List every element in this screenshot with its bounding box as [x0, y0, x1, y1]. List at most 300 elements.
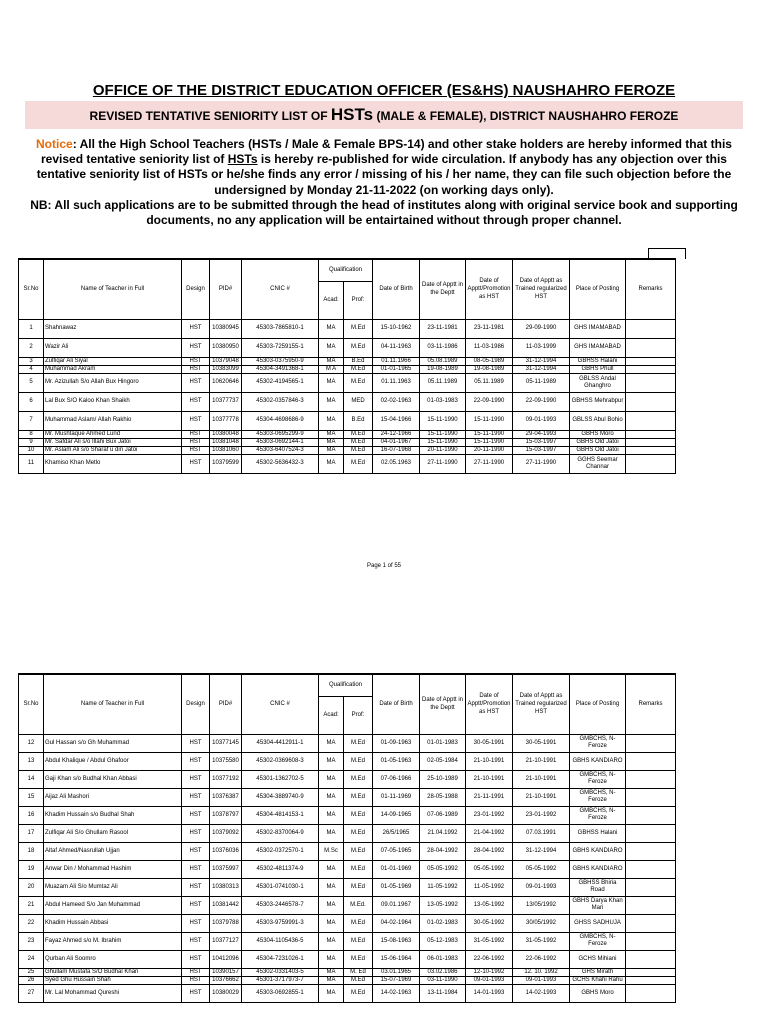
cell-cnic: 45304-3491368-1 [242, 365, 319, 373]
cell-dob: 07-05-1965 [373, 842, 420, 860]
cell-remarks [626, 446, 676, 454]
cell-pid: 10379599 [210, 454, 242, 473]
cell-deptt: 03-11-1990 [420, 976, 466, 984]
cell-promo: 31-05-1992 [466, 932, 513, 950]
cell-reg: 31-12-1994 [513, 357, 570, 365]
cell-reg: 09-01-1993 [513, 878, 570, 896]
cell-sr: 25 [19, 968, 44, 976]
cell-prof: M.Ed [344, 914, 373, 932]
cell-name: Syed Ghu Hussain Shah [44, 976, 182, 984]
cell-name: Shahnawaz [44, 319, 182, 338]
cell-prof: M.Ed [344, 950, 373, 968]
cell-name: Muazam Ali S/o Mumtaz Ali [44, 878, 182, 896]
cell-sr: 13 [19, 752, 44, 770]
cell-name: Ghullam Mustafa S/O Budhal Khan [44, 968, 182, 976]
cell-cnic: 45302-0331403-5 [242, 968, 319, 976]
cell-promo: 15-11-1990 [466, 438, 513, 446]
cell-remarks [626, 824, 676, 842]
cell-deptt: 23-11-1981 [420, 319, 466, 338]
cell-promo: 14-01-1993 [466, 984, 513, 1002]
cell-posting: GCHS Khahi Rahu [570, 976, 626, 984]
cell-sr: 12 [19, 734, 44, 752]
cell-prof: MED [344, 392, 373, 411]
cell-reg: 30-05-1991 [513, 734, 570, 752]
cell-sr: 21 [19, 896, 44, 914]
cell-pid: 10380313 [210, 878, 242, 896]
cell-cnic: 45303-0692855-1 [242, 984, 319, 1002]
cell-pid: 10377192 [210, 770, 242, 788]
cell-prof: M.Ed [344, 734, 373, 752]
table-row [19, 752, 676, 770]
table-row [19, 430, 676, 438]
cell-prof: M.Ed [344, 438, 373, 446]
cell-cnic: 45302-5636432-3 [242, 454, 319, 473]
cell-cnic: 45304-4412911-1 [242, 734, 319, 752]
cell-name: Khamiso Khan Metlo [44, 454, 182, 473]
cell-pid: 10377145 [210, 734, 242, 752]
header-remarks: Remarks [626, 674, 676, 734]
notice-text-2: is hereby re-published for wide circulation. If anybody has any objection over this tentative seniority list of HSTs or he/she finds any error / missing of his / her name, they can file such objection before the undersigned by Monday 21-11-2022 (on working days only). [36, 152, 732, 197]
cell-sr: 9 [19, 438, 44, 446]
table-row [19, 411, 676, 430]
header-pid: PID# [210, 674, 242, 734]
cell-sr: 6 [19, 392, 44, 411]
cell-promo: 21-10-1991 [466, 770, 513, 788]
table-row [19, 454, 676, 473]
cell-cnic: 45301-1362702-5 [242, 770, 319, 788]
cell-name: Gaji Khan s/o Budhal Khan Abbasi [44, 770, 182, 788]
cell-remarks [626, 734, 676, 752]
cell-posting: GBHS Old Jatoi [570, 438, 626, 446]
cell-reg: 27-11-1990 [513, 454, 570, 473]
notice-label: Notice [36, 137, 73, 151]
cell-remarks [626, 788, 676, 806]
cell-posting: GMBCHS, N-Feroze [570, 734, 626, 752]
cell-cnic: 45303-7865810-1 [242, 319, 319, 338]
table-row [19, 984, 676, 1002]
cell-promo: 22-09-1990 [466, 392, 513, 411]
cell-prof: M.Ed [344, 430, 373, 438]
cell-design: HST [182, 770, 210, 788]
header-remarks: Remarks [626, 259, 676, 319]
header-name: Name of Teacher in Full [44, 259, 182, 319]
cell-dob: 01.11.1963 [373, 373, 420, 392]
table-row [19, 365, 676, 373]
cell-promo: 05-05-1992 [466, 860, 513, 878]
cell-acad: M.Sc [319, 842, 344, 860]
cell-pid: 10375580 [210, 752, 242, 770]
table-row [19, 319, 676, 338]
cell-name: Zulfiqar Ali Siyal [44, 357, 182, 365]
cell-dob: 04-02-1964 [373, 914, 420, 932]
cell-cnic: 45304-3889740-9 [242, 788, 319, 806]
cell-name: Khadim Hussain Abbasi [44, 914, 182, 932]
cell-promo: 23-01-1992 [466, 806, 513, 824]
cell-sr: 14 [19, 770, 44, 788]
cell-deptt: 05.11.1989 [420, 373, 466, 392]
cell-promo: 22-06-1992 [466, 950, 513, 968]
cell-dob: 01-05-1963 [373, 752, 420, 770]
cell-pid: 10379788 [210, 914, 242, 932]
cell-acad: MA [319, 860, 344, 878]
header-design: Design [182, 674, 210, 734]
cell-design: HST [182, 806, 210, 824]
cell-posting: GBHSS Bhiria Road [570, 878, 626, 896]
cell-remarks [626, 878, 676, 896]
cell-prof: M.Ed [344, 932, 373, 950]
header-appt-reg: Date of Apptt as Trained regularized HST [513, 259, 570, 319]
cell-remarks [626, 411, 676, 430]
cell-name: Abdul Hameed S/o Jan Muhammad [44, 896, 182, 914]
header-pid: PID# [210, 259, 242, 319]
cell-acad: MA [319, 770, 344, 788]
cell-deptt: 19-08-1989 [420, 365, 466, 373]
cell-name: Mr. Azizullah S/o Allah Bux Hingoro [44, 373, 182, 392]
cell-dob: 01-01-1969 [373, 860, 420, 878]
cell-deptt: 13-11-1984 [420, 984, 466, 1002]
cell-dob: 02-02-1963 [373, 392, 420, 411]
cell-posting: GGHS Seemar Channar [570, 454, 626, 473]
cell-pid: 10377778 [210, 411, 242, 430]
cell-prof: M.Ed [344, 365, 373, 373]
cell-acad: MA [319, 357, 344, 365]
cell-remarks [626, 842, 676, 860]
cell-design: HST [182, 446, 210, 454]
notice-hsts: HSTs [227, 152, 258, 167]
cell-reg: 29-09-1990 [513, 319, 570, 338]
table-row [19, 357, 676, 365]
seniority-table-2 [18, 673, 676, 1003]
cell-pid: 10620646 [210, 373, 242, 392]
cell-promo: 15-11-1990 [466, 411, 513, 430]
list-banner [25, 101, 743, 129]
cell-reg: 21-10-1991 [513, 770, 570, 788]
cell-cnic: 45303-7259155-1 [242, 338, 319, 357]
cell-reg: 31-05-1992 [513, 932, 570, 950]
table-row [19, 373, 676, 392]
cell-dob: 07-06-1966 [373, 770, 420, 788]
cell-reg: 15-03-1997 [513, 438, 570, 446]
cell-pid: 10381048 [210, 438, 242, 446]
cell-pid: 10378797 [210, 806, 242, 824]
table-row [19, 824, 676, 842]
cell-reg: 22-06-1992 [513, 950, 570, 968]
cell-deptt: 20-11-1990 [420, 446, 466, 454]
header-cnic: CNIC # [242, 674, 319, 734]
cell-promo: 15-11-1990 [466, 430, 513, 438]
cell-prof: M.Ed [344, 770, 373, 788]
table-row [19, 968, 676, 976]
cell-cnic: 45304-7231026-1 [242, 950, 319, 968]
cell-dob: 04-11-1963 [373, 338, 420, 357]
cell-posting: GBHS Phull [570, 365, 626, 373]
cell-promo: 27-11-1990 [466, 454, 513, 473]
cell-cnic: 45302-0369608-3 [242, 752, 319, 770]
cell-reg: 21-10-1991 [513, 788, 570, 806]
cell-posting: GBHSS Mehrabpur [570, 392, 626, 411]
cell-promo: 05.11.1989 [466, 373, 513, 392]
cell-design: HST [182, 357, 210, 365]
cell-acad: MA [319, 914, 344, 932]
cell-design: HST [182, 392, 210, 411]
cell-prof: M.Ed [344, 752, 373, 770]
cell-remarks [626, 430, 676, 438]
table-row [19, 950, 676, 968]
cell-deptt: 05-12-1983 [420, 932, 466, 950]
cell-sr: 22 [19, 914, 44, 932]
cell-dob: 01.11.1966 [373, 357, 420, 365]
cell-design: HST [182, 788, 210, 806]
cell-acad: MA [319, 446, 344, 454]
cell-reg: 15-03-1997 [513, 446, 570, 454]
cell-dob: 26/5/1965 [373, 824, 420, 842]
cell-dob: 04-01-1967 [373, 438, 420, 446]
cell-deptt: 15-11-1990 [420, 438, 466, 446]
cell-prof: M.Ed [344, 454, 373, 473]
cell-dob: 16-07-1968 [373, 446, 420, 454]
cell-deptt: 11-05-1992 [420, 878, 466, 896]
cell-reg: 07.03.1991 [513, 824, 570, 842]
cell-name: Anwar Din / Mohammad Hashim [44, 860, 182, 878]
cell-acad: MA [319, 392, 344, 411]
cell-posting: GBHS KANDIARO [570, 842, 626, 860]
cell-design: HST [182, 842, 210, 860]
cell-promo: 30-05-1992 [466, 914, 513, 932]
cell-cnic: 45301-0741030-1 [242, 878, 319, 896]
cell-name: Mr. Aslam Ali s/o Sharaf u din Jatoi [44, 446, 182, 454]
cell-acad: MA [319, 338, 344, 357]
cell-deptt: 28-04-1992 [420, 842, 466, 860]
cell-name: Abdul Khalique / Abdul Ghafoor [44, 752, 182, 770]
cell-name: Lal Bux S/O Kaloo Khan Shaikh [44, 392, 182, 411]
table-row [19, 878, 676, 896]
cell-promo: 21-11-1991 [466, 788, 513, 806]
cell-reg: 11-03-1999 [513, 338, 570, 357]
cell-deptt: 15-11-1990 [420, 411, 466, 430]
cell-reg: 12. 10. 1992 [513, 968, 570, 976]
table-row [19, 770, 676, 788]
cell-cnic: 45302-8370064-9 [242, 824, 319, 842]
cell-acad: MA [319, 806, 344, 824]
cell-sr: 20 [19, 878, 44, 896]
cell-remarks [626, 950, 676, 968]
cell-acad: MA [319, 896, 344, 914]
header-design: Design [182, 259, 210, 319]
cell-dob: 15-06-1964 [373, 950, 420, 968]
cell-design: HST [182, 878, 210, 896]
cell-name: Muhammad Akram [44, 365, 182, 373]
cell-cnic: 45303-9759991-3 [242, 914, 319, 932]
cell-cnic: 45303-6407524-3 [242, 446, 319, 454]
table-row [19, 788, 676, 806]
cell-prof: M. Ed [344, 968, 373, 976]
cell-prof: M.Ed [344, 860, 373, 878]
cell-sr: 17 [19, 824, 44, 842]
cell-name: Qurban Ali Soomro [44, 950, 182, 968]
header-srno: Sr.No [19, 259, 44, 319]
cell-prof: M.Ed [344, 878, 373, 896]
table-row [19, 446, 676, 454]
cell-pid: 10390157 [210, 968, 242, 976]
cell-design: HST [182, 734, 210, 752]
cell-pid: 10377127 [210, 932, 242, 950]
cell-sr: 19 [19, 860, 44, 878]
cell-pid: 10376036 [210, 842, 242, 860]
cell-pid: 10412096 [210, 950, 242, 968]
cell-reg: 31-12-1994 [513, 365, 570, 373]
cell-prof: M.Ed [344, 824, 373, 842]
cell-prof: M.Ed [344, 788, 373, 806]
table-2-body [19, 734, 676, 1002]
cell-dob: 15-07-1969 [373, 976, 420, 984]
cell-dob: 14-02-1963 [373, 984, 420, 1002]
page-number: Page 1 of 55 [366, 563, 402, 569]
cell-posting: GBHSS Halani [570, 824, 626, 842]
cell-posting: GHSS SADHUJA [570, 914, 626, 932]
cell-name: Aijaz Ali Mashori [44, 788, 182, 806]
cell-promo: 23-11-1981 [466, 319, 513, 338]
cell-pid: 10380029 [210, 984, 242, 1002]
cell-pid: 10380945 [210, 319, 242, 338]
cell-prof: M.Ed [344, 842, 373, 860]
cell-sr: 3 [19, 357, 44, 365]
cell-deptt: 07-06-1989 [420, 806, 466, 824]
cell-remarks [626, 752, 676, 770]
cell-posting: GBHS KANDIARO [570, 752, 626, 770]
table-row [19, 860, 676, 878]
cell-cnic: 45303-2446578-7 [242, 896, 319, 914]
banner-pre: REVISED TENTATIVE SENIORITY LIST OF [89, 109, 331, 123]
cell-posting: GMBCHS, N-Feroze [570, 770, 626, 788]
cell-reg: 30/05/1992 [513, 914, 570, 932]
cell-reg: 22-09-1990 [513, 392, 570, 411]
cell-pid: 10375997 [210, 860, 242, 878]
table-row [19, 896, 676, 914]
cell-prof: B.Ed [344, 411, 373, 430]
cell-dob: 02.05.1963 [373, 454, 420, 473]
cell-reg: 09-01-1993 [513, 411, 570, 430]
header-posting: Place of Posting [570, 259, 626, 319]
header-appt-deptt: Date of Apptt in the Deptt [420, 259, 466, 319]
notice-nb: NB: All such applications are to be submitted through the head of institutes along with original service book and supporting documents, no any application will be entairtained without through proper channel. [30, 197, 738, 228]
cell-posting: GBHS Moro [570, 430, 626, 438]
table-row [19, 914, 676, 932]
cell-sr: 18 [19, 842, 44, 860]
banner-post: (MALE & FEMALE), DISTRICT NAUSHAHRO FEROZE [373, 109, 679, 123]
table-row [19, 392, 676, 411]
cell-design: HST [182, 365, 210, 373]
cell-name: Mr. Lal Mohammad Qureshi [44, 984, 182, 1002]
header-prof: Prof: [344, 281, 373, 319]
cell-deptt: 02-05-1984 [420, 752, 466, 770]
cell-promo: 12-10-1992 [466, 968, 513, 976]
header-dob: Date of Birth [373, 674, 420, 734]
cell-dob: 09.01.1967 [373, 896, 420, 914]
cell-design: HST [182, 950, 210, 968]
cell-prof: M.Ed [344, 806, 373, 824]
cell-dob: 15-08-1963 [373, 932, 420, 950]
table-row [19, 338, 676, 357]
cell-deptt: 28-05-1988 [420, 788, 466, 806]
cell-deptt: 15-11-1990 [420, 430, 466, 438]
cell-sr: 1 [19, 319, 44, 338]
cell-acad: MA [319, 878, 344, 896]
cell-design: HST [182, 752, 210, 770]
cell-acad: MA [319, 752, 344, 770]
cell-promo: 20-11-1990 [466, 446, 513, 454]
cell-acad: MA [319, 454, 344, 473]
header-acad: Acad: [319, 281, 344, 319]
cell-remarks [626, 357, 676, 365]
cell-posting: GMBCHS, N-Feroze [570, 806, 626, 824]
cell-acad: MA [319, 932, 344, 950]
cell-reg: 23-01-1992 [513, 806, 570, 824]
cell-design: HST [182, 984, 210, 1002]
cell-cnic: 45304-4698686-9 [242, 411, 319, 430]
cell-remarks [626, 373, 676, 392]
cell-posting: GMBCHS, N-Feroze [570, 788, 626, 806]
cell-posting: GBLSS Abul Bohio [570, 411, 626, 430]
table-1-body [19, 319, 676, 473]
header-appt-deptt: Date of Apptt in the Deptt [420, 674, 466, 734]
table-row [19, 734, 676, 752]
cell-acad: MA [319, 438, 344, 446]
cell-sr: 4 [19, 365, 44, 373]
cell-promo: 19-08-1989 [466, 365, 513, 373]
cell-acad: MA [319, 976, 344, 984]
cell-posting: GBHS Darya Khan Mari [570, 896, 626, 914]
cell-pid: 10380048 [210, 430, 242, 438]
cell-name: Altaf Ahmed/Nasrullah Ujjan [44, 842, 182, 860]
cell-remarks [626, 770, 676, 788]
cell-design: HST [182, 454, 210, 473]
cell-deptt: 01-01-1983 [420, 734, 466, 752]
cell-promo: 09-01-1993 [466, 976, 513, 984]
cell-design: HST [182, 896, 210, 914]
header-srno: Sr.No [19, 674, 44, 734]
cell-remarks [626, 932, 676, 950]
cell-dob: 15-10-1962 [373, 319, 420, 338]
cell-pid: 10380950 [210, 338, 242, 357]
notice-paragraph [18, 137, 750, 228]
table-row [19, 976, 676, 984]
cell-posting: GHS IMAMABAD [570, 319, 626, 338]
cell-cnic: 45302-0372570-1 [242, 842, 319, 860]
cell-posting: GCHS Mihiani [570, 950, 626, 968]
cell-cnic: 45303-0375950-9 [242, 357, 319, 365]
cell-promo: 13-05-1992 [466, 896, 513, 914]
cell-reg: 05-11-1989 [513, 373, 570, 392]
cell-design: HST [182, 411, 210, 430]
header-dob: Date of Birth [373, 259, 420, 319]
cell-prof: B.Ed [344, 357, 373, 365]
cell-remarks [626, 968, 676, 976]
cell-cnic: 45301-3717973-7 [242, 976, 319, 984]
cell-prof: M.Ed. [344, 896, 373, 914]
notice-text-1: : All the High School Teachers (HSTs / Male & Female BPS-14) and other stake holders are hereby informed that this revised tentative seniority list of [41, 137, 732, 167]
cell-remarks [626, 319, 676, 338]
cell-pid: 10381442 [210, 896, 242, 914]
cell-pid: 10376662 [210, 976, 242, 984]
cell-dob: 01-05-1969 [373, 878, 420, 896]
cell-name: Muhammad Aslam/ Allah Rakhio [44, 411, 182, 430]
cell-pid: 10376387 [210, 788, 242, 806]
cell-promo: 21-04-1992 [466, 824, 513, 842]
cell-deptt: 25-10-1989 [420, 770, 466, 788]
cell-deptt: 13-05-1992 [420, 896, 466, 914]
cell-remarks [626, 438, 676, 446]
cell-name: Wazir Ali [44, 338, 182, 357]
